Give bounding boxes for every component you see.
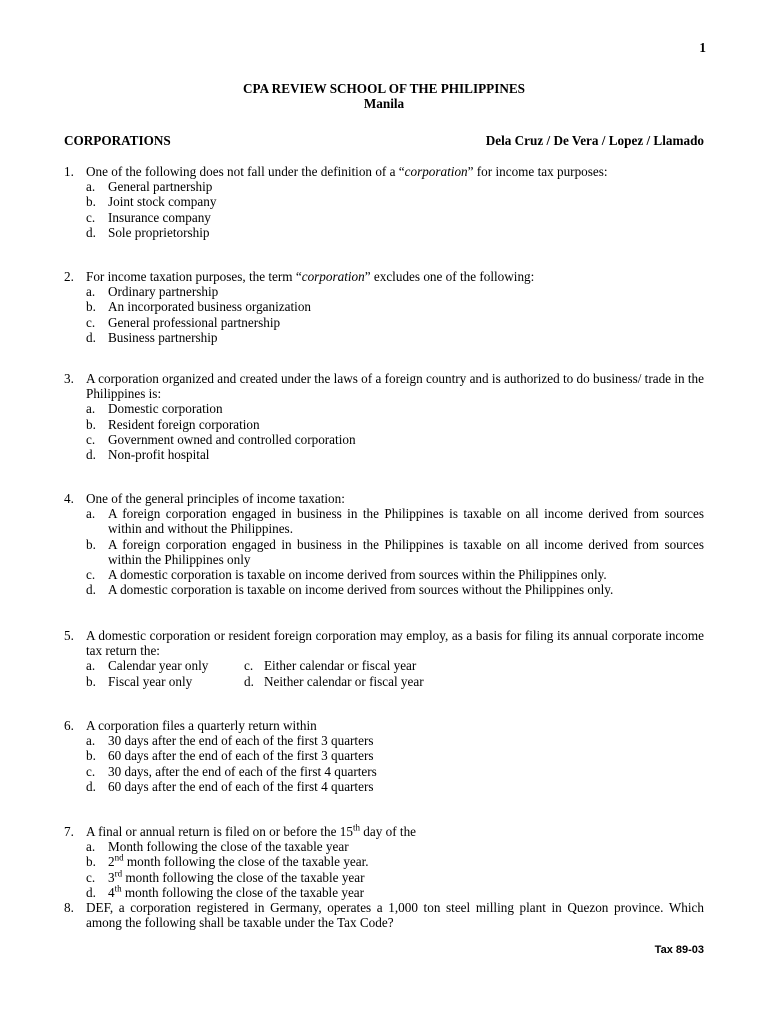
question-text: For income taxation purposes, the term “corporation” excludes one of the following: — [86, 269, 535, 284]
question-4 — [64, 491, 704, 597]
question-number: 1. — [64, 164, 74, 179]
option-b: b. 2nd month following the close of the taxable year. — [86, 853, 369, 870]
option-d: d. Business partnership — [86, 329, 218, 345]
question-5 — [64, 628, 704, 689]
question-7 — [64, 824, 704, 900]
option-c: c. General professional partnership — [86, 314, 281, 330]
authors: Dela Cruz / De Vera / Lopez / Llamado — [485, 133, 704, 148]
question-text: One of the general principles of income taxation: — [86, 491, 345, 506]
option-d: d. 60 days after the end of each of the first 4 quarters — [86, 778, 374, 794]
option-a: a. 30 days after the end of each of the first 3 quarters — [86, 733, 374, 749]
question-number: 6. — [64, 718, 74, 733]
option-c: c. Insurance company — [86, 209, 211, 225]
question-number: 5. — [64, 628, 74, 643]
option-d: d. 4th month following the close of the taxable year — [86, 883, 365, 900]
question-text: DEF, a corporation registered in Germany, operates a 1,000 ton steel milling plant in Quezon province. Which among the following shall be taxable under the Tax Code? — [86, 900, 704, 931]
option-c: c. Either calendar or fiscal year — [244, 658, 417, 674]
question-number: 2. — [64, 269, 74, 284]
question-number: 7. — [64, 824, 74, 839]
option-c: c. 3rd month following the close of the taxable year — [86, 868, 365, 885]
option-list — [64, 179, 704, 240]
subject-title: CORPORATIONS — [64, 133, 171, 148]
question-6 — [64, 718, 704, 794]
option-d: d. A domestic corporation is taxable on income derived from sources without the Philippines only. — [86, 582, 614, 598]
question-text: A corporation files a quarterly return within — [86, 718, 317, 733]
school-name: CPA REVIEW SCHOOL OF THE PHILIPPINES — [242, 81, 525, 96]
option-b: b. Joint stock company — [86, 194, 217, 210]
question-text: A domestic corporation or resident foreign corporation may employ, as a basis for filing its annual corporate income tax return the: — [86, 628, 704, 659]
option-a: a. Month following the close of the taxable year — [86, 839, 349, 855]
option-a: a. Domestic corporation — [86, 401, 223, 417]
question-number: 8. — [64, 900, 74, 915]
option-b: b. An incorporated business organization — [86, 299, 312, 315]
question-text: A final or annual return is filed on or before the 15th day of the — [86, 822, 417, 839]
question-text: A corporation organized and created under the laws of a foreign country and is authorized to do business/ trade in the Philippines is: — [86, 371, 704, 402]
option-d: d. Non-profit hospital — [86, 447, 210, 463]
question-number: 4. — [64, 491, 74, 506]
option-list — [64, 284, 704, 345]
option-a: a. A foreign corporation engaged in business in the Philippines is taxable on all income derived from sources within and without the Philippines. — [86, 506, 704, 537]
option-c: c. A domestic corporation is taxable on income derived from sources within the Philippines only. — [86, 567, 607, 583]
option-a: a. General partnership — [86, 179, 213, 195]
option-d: d. Neither calendar or fiscal year — [244, 673, 424, 689]
option-b: b. A foreign corporation engaged in business in the Philippines is taxable on all income derived from sources within the Philippines only — [86, 536, 704, 567]
option-b: b. Resident foreign corporation — [86, 416, 260, 432]
option-list — [64, 401, 704, 462]
question-text: One of the following does not fall under the definition of a “corporation” for income tax purposes: — [86, 164, 608, 179]
page-number: 1 — [699, 40, 706, 55]
option-b: b. Fiscal year only — [86, 673, 193, 689]
option-list — [64, 839, 704, 900]
option-a: a. Ordinary partnership — [86, 284, 219, 300]
question-2 — [64, 269, 704, 345]
question-number: 3. — [64, 371, 74, 386]
question-1 — [64, 164, 704, 240]
option-list — [64, 506, 704, 597]
footer-code: Tax 89-03 — [654, 944, 704, 956]
school-city: Manila — [363, 96, 405, 111]
option-c: c. Government owned and controlled corporation — [86, 431, 356, 447]
option-list — [64, 733, 704, 794]
question-3 — [64, 371, 704, 462]
question-8 — [64, 900, 704, 930]
option-b: b. 60 days after the end of each of the first 3 quarters — [86, 748, 374, 764]
option-a: a. Calendar year only — [86, 658, 209, 674]
option-grid — [64, 658, 704, 688]
option-d: d. Sole proprietorship — [86, 224, 210, 240]
option-c: c. 30 days, after the end of each of the first 4 quarters — [86, 763, 377, 779]
